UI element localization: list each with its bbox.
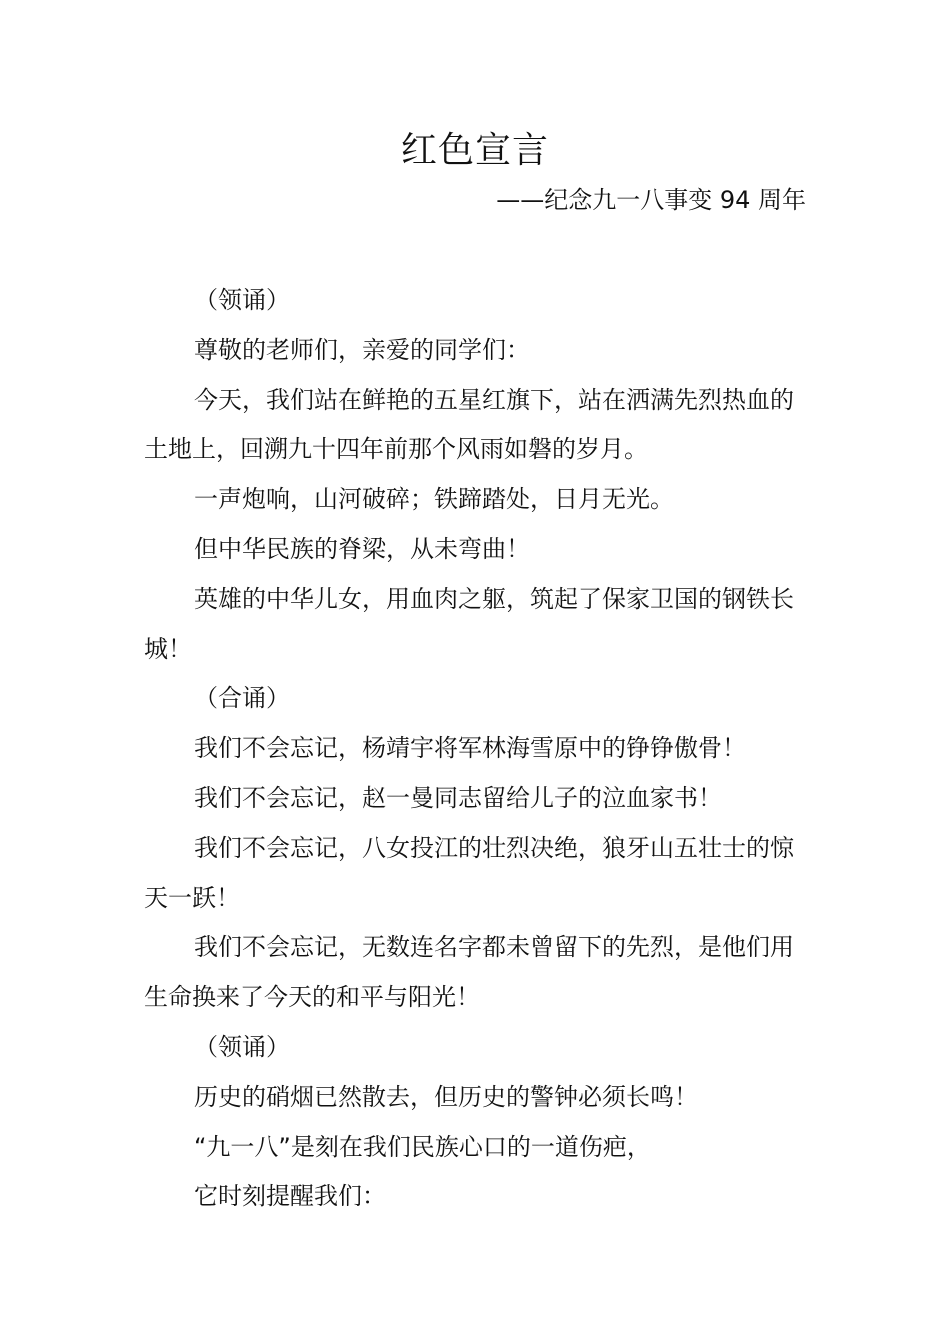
- paragraph: 我们不会忘记，无数连名字都未曾留下的先烈，是他们用生命换来了今天的和平与阳光！: [144, 933, 794, 1012]
- paragraph: 我们不会忘记，八女投江的壮烈决绝，狼牙山五壮士的惊天一跃！: [144, 833, 794, 912]
- paragraph: 尊敬的老师们，亲爱的同学们：: [194, 335, 530, 364]
- paragraph: 我们不会忘记，赵一曼同志留给儿子的泣血家书！: [194, 783, 722, 812]
- speaker-role-chorus: （合诵）: [194, 684, 290, 713]
- paragraph: 今天，我们站在鲜艳的五星红旗下，站在洒满先烈热血的土地上，回溯九十四年前那个风雨如磐的岁月。: [144, 385, 794, 464]
- speaker-role-lead: （领诵）: [194, 1032, 290, 1061]
- document-body: [144, 276, 806, 1222]
- paragraph: “九一八”是刻在我们民族心口的一道伤疤，: [194, 1132, 651, 1161]
- paragraph: 但中华民族的脊梁，从未弯曲！: [194, 534, 530, 563]
- document-title: 红色宣言: [400, 130, 549, 171]
- speaker-role-lead: （领诵）: [194, 286, 290, 314]
- paragraph: 英雄的中华儿女，用血肉之躯，筑起了保家卫国的钢铁长城！: [144, 584, 794, 663]
- document-subtitle: ——纪念九一八事变 94 周年: [496, 186, 806, 214]
- paragraph: 历史的硝烟已然散去，但历史的警钟必须长鸣！: [194, 1082, 698, 1111]
- paragraph: 它时刻提醒我们：: [194, 1182, 386, 1211]
- paragraph: 我们不会忘记，杨靖宇将军林海雪原中的铮铮傲骨！: [194, 734, 746, 763]
- paragraph: 一声炮响，山河破碎；铁蹄踏处，日月无光。: [194, 485, 674, 514]
